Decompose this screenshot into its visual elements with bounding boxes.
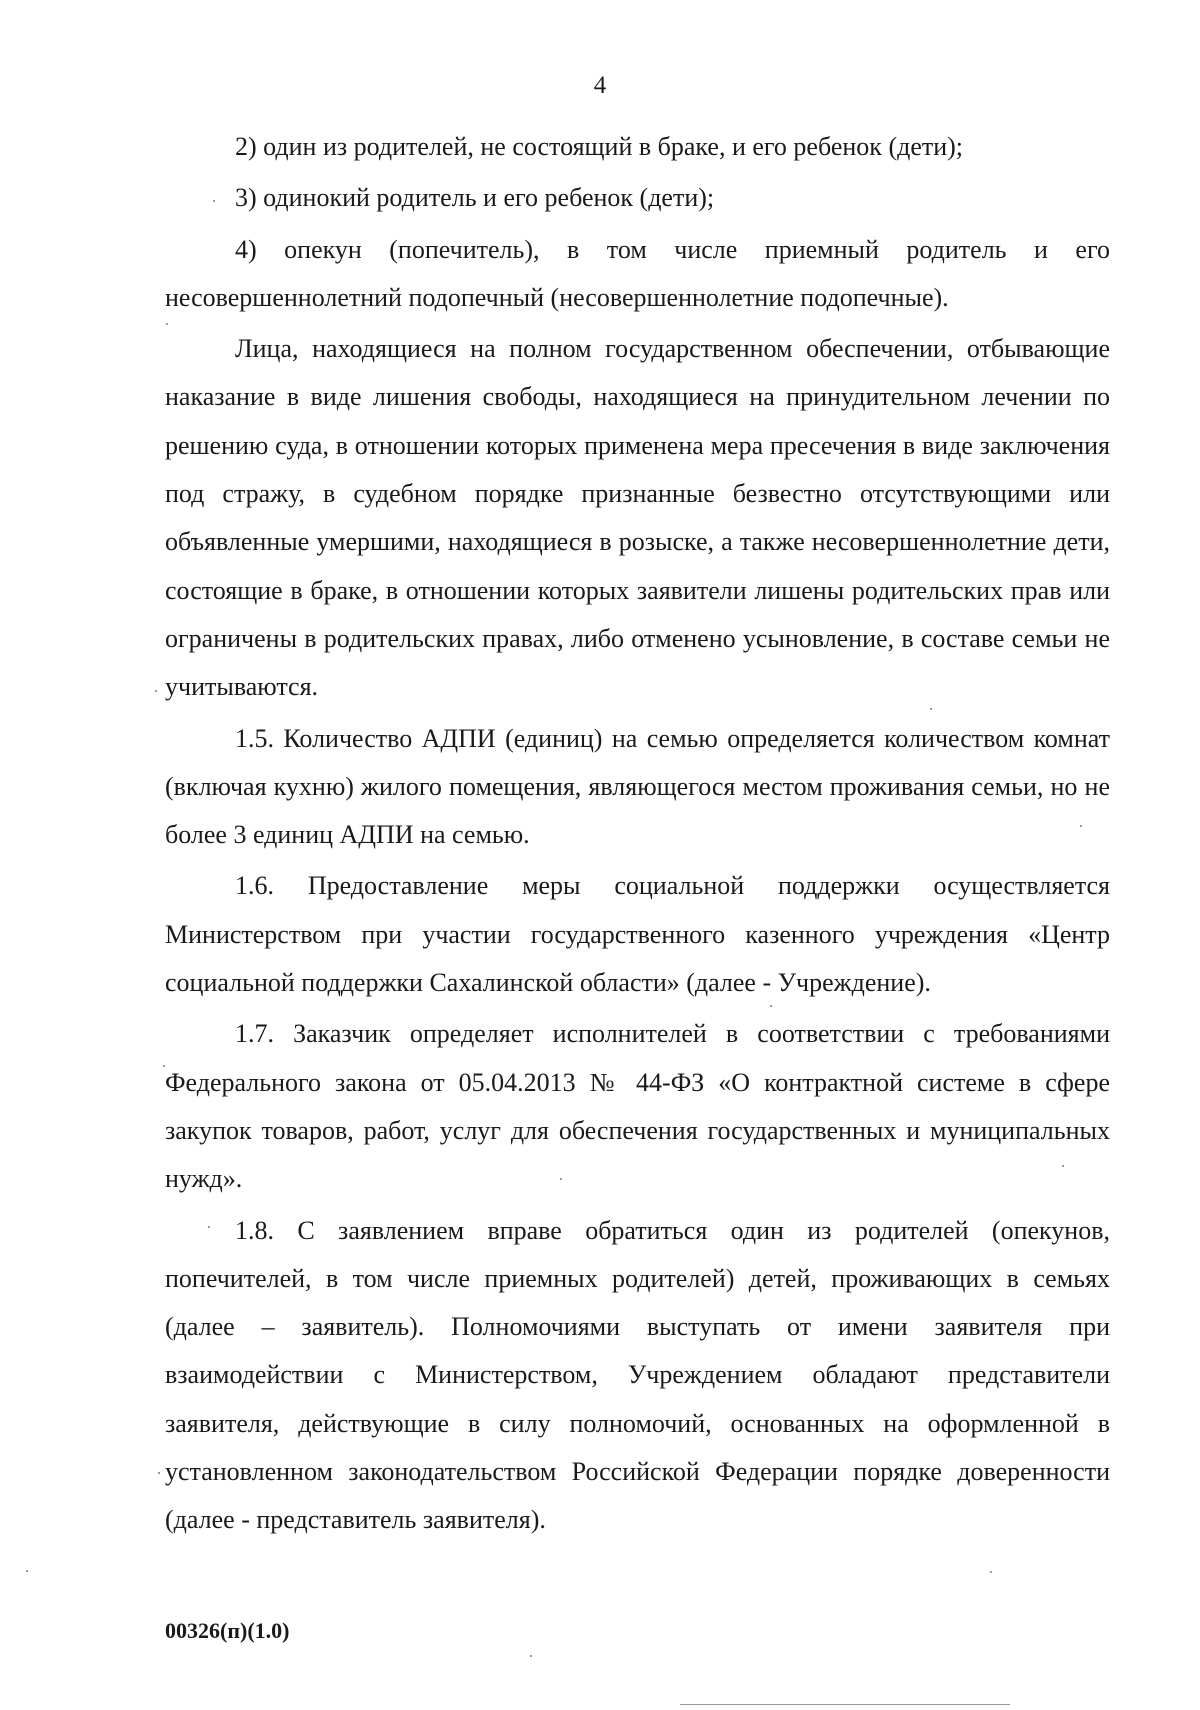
paragraph-1-7: 1.7. Заказчик определяет исполнителей в соответствии с требованиями Федерального закона от 05.04.2013 № 44-ФЗ «О контрактной системе в сфере закупок товаров, работ, услуг для обеспечения государственных и муниципальных нужд».: [165, 1019, 1110, 1194]
scan-speck: [208, 1226, 210, 1228]
scan-speck: [213, 200, 215, 202]
page-number: 4: [593, 72, 607, 99]
scan-speck: [1080, 825, 1082, 827]
scan-speck: [530, 1655, 532, 1657]
document-code: 00326(п)(1.0): [165, 1618, 290, 1643]
scan-speck: [1062, 1165, 1064, 1167]
scan-speck: [930, 708, 932, 710]
paragraph-item-4: 4) опекун (попечитель), в том числе приемный родитель и его несовершеннолетний подопечный (несовершеннолетние подопечные).: [165, 234, 1110, 312]
scan-edge-line: [680, 1704, 1010, 1705]
paragraph-1-5: 1.5. Количество АДПИ (единиц) на семью определяется количеством комнат (включая кухню) жилого помещения, являющегося местом проживания семьи, но не более 3 единиц АДПИ на семью.: [165, 723, 1110, 850]
scan-speck: [155, 690, 157, 692]
scan-speck: [166, 323, 168, 325]
scan-speck: [770, 1005, 772, 1007]
scan-speck: [158, 1472, 160, 1474]
paragraph-1-6: 1.6. Предоставление меры социальной поддержки осуществляется Министерством при участии государственного казенного учреждения «Центр социальной поддержки Сахалинской области» (далее - Учреждение).: [165, 871, 1110, 998]
document-body: [165, 123, 1110, 1548]
paragraph-1-8: 1.8. С заявлением вправе обратиться один из родителей (опекунов, попечителей, в том числе приемных родителей) детей, проживающих в семьях (далее – заявитель). Полномочиями выступать от имени заявителя при взаимодействии с Министерством, Учреждением обладают представители заявителя, действующие в силу полномочий, основанных на оформленной в установленном законодательством Российской Федерации порядке доверенности (далее - представитель заявителя).: [165, 1215, 1110, 1535]
paragraph-item-2: 2) один из родителей, не состоящий в браке, и его ребенок (дети);: [235, 132, 964, 161]
paragraph-item-3: 3) одинокий родитель и его ребенок (дети);: [235, 183, 715, 213]
scan-speck: [560, 1178, 562, 1180]
scan-speck: [990, 1571, 992, 1573]
paragraph-excluded-persons: Лица, находящиеся на полном государственном обеспечении, отбывающие наказание в виде лишения свободы, находящиеся на принудительном лечении по решению суда, в отношении которых применена мера пресечения в виде заключения под стражу, в судебном порядке признанные безвестно отсутствующими или объявленные умершими, находящиеся в розыске, а также несовершеннолетние дети, состоящие в браке, в отношении которых заявители лишены родительских прав или ограничены в родительских правах, либо отменено усыновление, в составе семьи не учитываются.: [165, 334, 1110, 702]
scan-speck: [26, 1570, 28, 1572]
scan-speck: [163, 1065, 165, 1067]
